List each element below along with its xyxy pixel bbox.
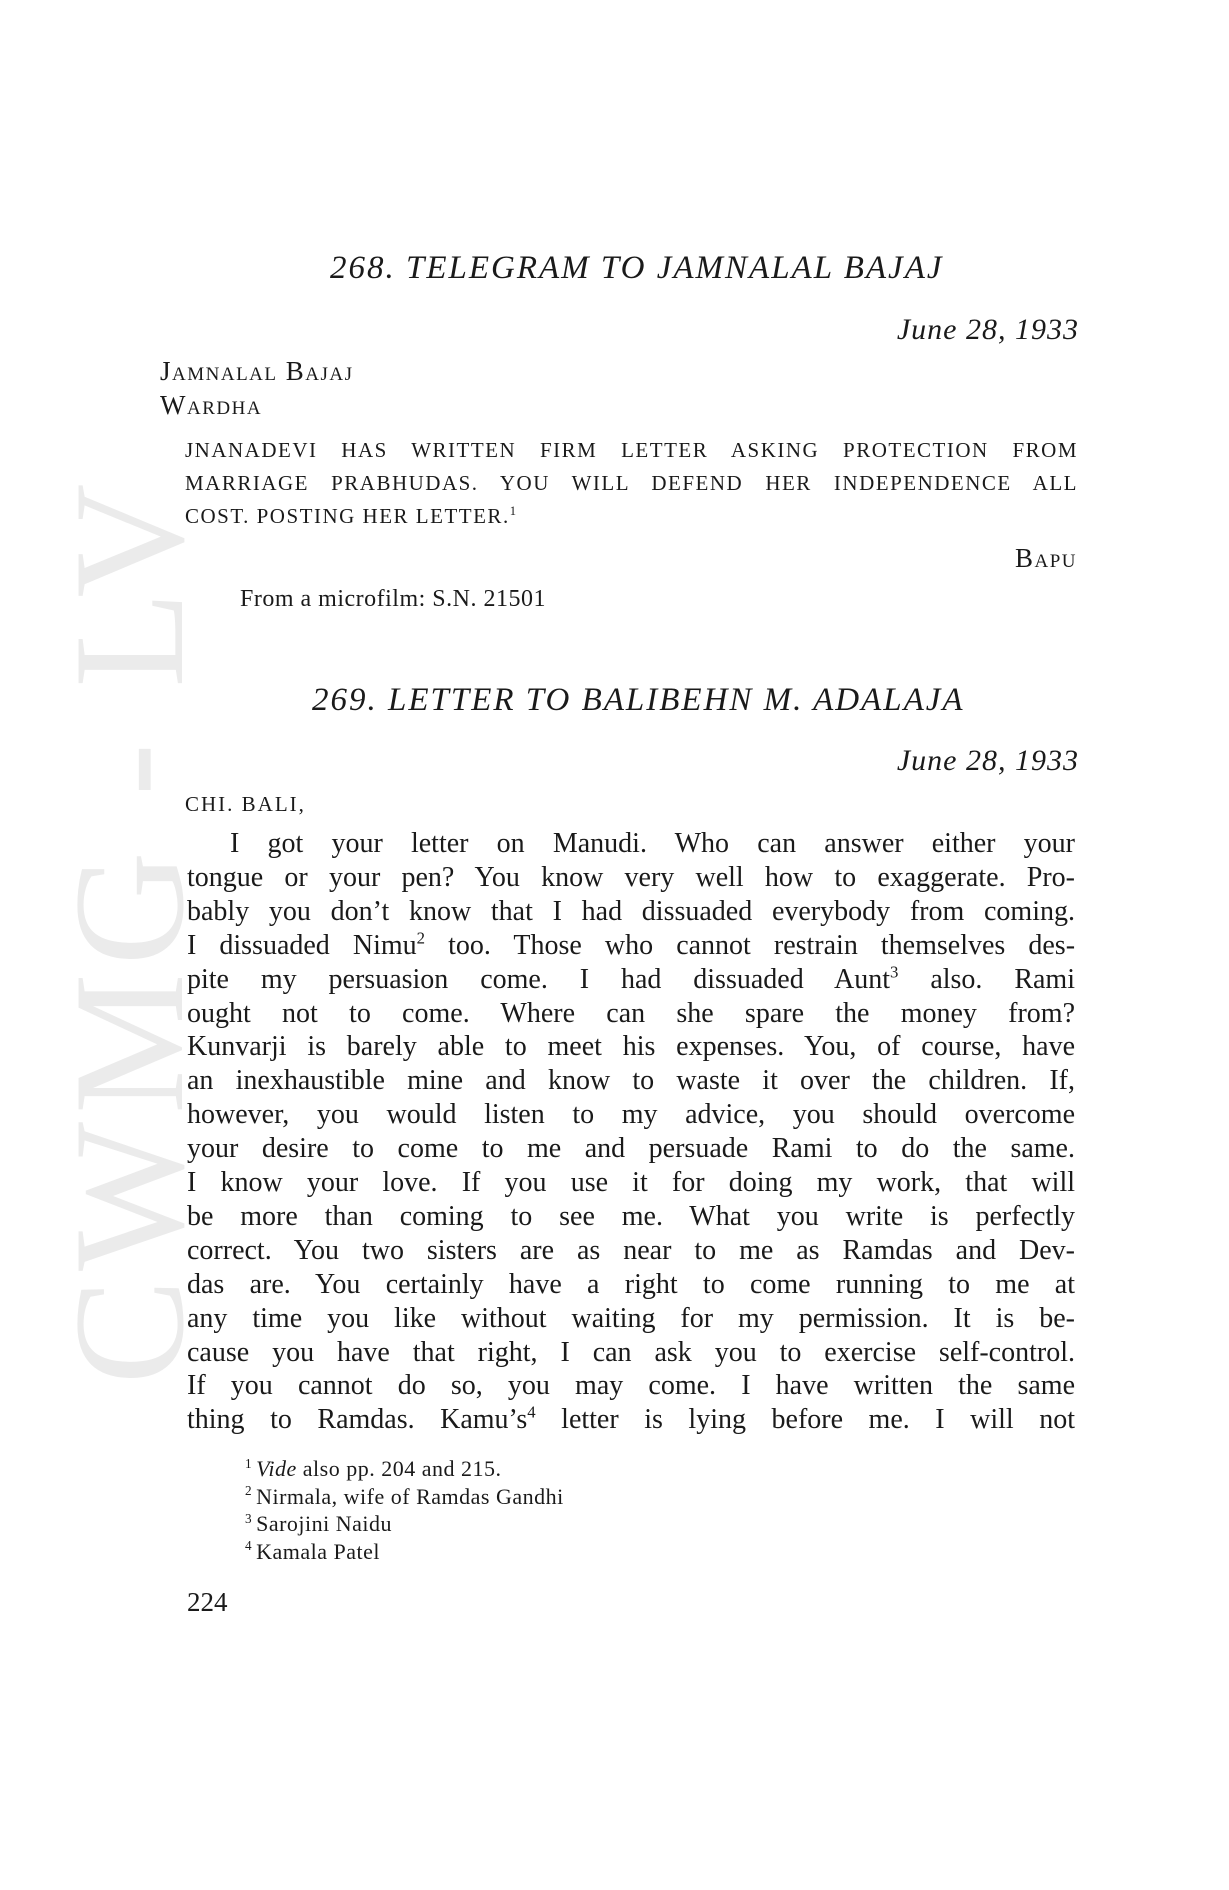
letter-text: ought not to come. Where can she spare the money from? [187, 997, 1075, 1029]
letter-line [187, 1098, 1075, 1132]
letter-line [187, 1200, 1075, 1234]
letter-text: correct. You two sisters are as near to me as Ramdas and Dev- [187, 1234, 1075, 1266]
letter-line [187, 1064, 1075, 1098]
letter-line [187, 1268, 1075, 1302]
doc269-salutation: CHI. BALI, [185, 792, 306, 816]
letter-line [187, 997, 1075, 1031]
footnote-number: 2 [245, 1483, 253, 1499]
footnote-ref: 3 [890, 962, 899, 982]
doc268-place: Wardha [160, 390, 263, 420]
footnote [245, 1539, 380, 1565]
letter-text: tongue or your pen? You know very well how to exaggerate. Pro- [187, 861, 1075, 893]
letter-line [187, 929, 1075, 963]
letter-text: also. Rami [898, 963, 1075, 995]
doc268-heading: 268. TELEGRAM TO JAMNALAL BAJAJ [330, 250, 944, 286]
footnote-ref: 1 [509, 504, 518, 518]
doc268-signature: Bapu [1014, 543, 1077, 573]
letter-line [187, 1132, 1075, 1166]
footnote-number: 4 [245, 1538, 253, 1554]
footnote-ref: 2 [416, 928, 426, 948]
footnote-text: also pp. 204 and 215. [296, 1456, 502, 1481]
letter-line [187, 1234, 1075, 1268]
telegram-line: MARRIAGE PRABHUDAS. YOU WILL DEFEND HER INDEPENDENCE ALL [185, 471, 1078, 495]
footnote-text: Nirmala, wife of Ramdas Gandhi [256, 1483, 564, 1509]
footnote-italic: Vide [256, 1456, 297, 1481]
letter-line [230, 827, 1075, 861]
letter-line [187, 861, 1075, 895]
letter-text: letter is lying before me. I will not [535, 1404, 1076, 1436]
letter-text: das are. You certainly have a right to come running to me at [187, 1268, 1075, 1300]
telegram-line-text: COST. POSTING HER LETTER. [185, 504, 510, 528]
letter-text: your desire to come to me and persuade Rami to do the same. [187, 1133, 1075, 1165]
watermark-text: CWMG - LV [42, 475, 217, 1385]
letter-text: I got your letter on Manudi. Who can answer either your [230, 828, 1075, 859]
footnote [245, 1484, 564, 1510]
letter-line [187, 1336, 1075, 1370]
page-number: 224 [187, 1587, 228, 1617]
letter-text: cause you have that right, I can ask you to exercise self-control. [187, 1336, 1075, 1368]
letter-text: pite my persuasion come. I had dissuaded Aunt [187, 963, 891, 995]
doc268-date: June 28, 1933 [896, 313, 1079, 346]
doc268-source: From a microfilm: S.N. 21501 [240, 586, 546, 612]
letter-text: however, you would listen to my advice, you should overcome [187, 1099, 1075, 1131]
footnote [245, 1456, 501, 1482]
letter-line [187, 895, 1075, 929]
letter-text: bably you don’t know that I had dissuaded everybody from coming. [187, 895, 1075, 927]
footnote-text: Sarojini Naidu [256, 1511, 393, 1536]
telegram-line-last [185, 504, 518, 529]
letter-text: too. Those who cannot restrain themselves des- [425, 929, 1076, 961]
footnote-ref: 4 [527, 1402, 536, 1422]
footnote [245, 1511, 392, 1537]
telegram-line: JNANADEVI HAS WRITTEN FIRM LETTER ASKING PROTECTION FROM [185, 438, 1078, 462]
doc269-heading: 269. LETTER TO BALIBEHN M. ADALAJA [312, 682, 965, 718]
doc268-addressee: Jamnalal Bajaj [160, 356, 354, 386]
letter-line [187, 1030, 1075, 1064]
letter-line [187, 963, 1075, 997]
letter-text: an inexhaustible mine and know to waste it over the children. If, [187, 1065, 1075, 1097]
letter-text: thing to Ramdas. Kamu’s [187, 1404, 528, 1436]
letter-text: If you cannot do so, you may come. I have written the same [187, 1370, 1075, 1402]
letter-line [187, 1369, 1075, 1403]
letter-text: I know your love. If you use it for doing my work, that will [187, 1167, 1075, 1198]
letter-text: I dissuaded Nimu [187, 929, 417, 961]
footnote-number: 3 [245, 1510, 253, 1526]
letter-text: Kunvarji is barely able to meet his expenses. You, of course, have [187, 1031, 1075, 1063]
letter-line [187, 1302, 1075, 1336]
footnote-text: Kamala Patel [256, 1538, 380, 1564]
letter-line [187, 1166, 1075, 1200]
letter-text: be more than coming to see me. What you write is perfectly [187, 1200, 1075, 1232]
footnote-number: 1 [245, 1455, 253, 1471]
doc269-date: June 28, 1933 [896, 744, 1079, 777]
letter-line [187, 1403, 1075, 1437]
letter-text: any time you like without waiting for my permission. It is be- [187, 1302, 1075, 1334]
